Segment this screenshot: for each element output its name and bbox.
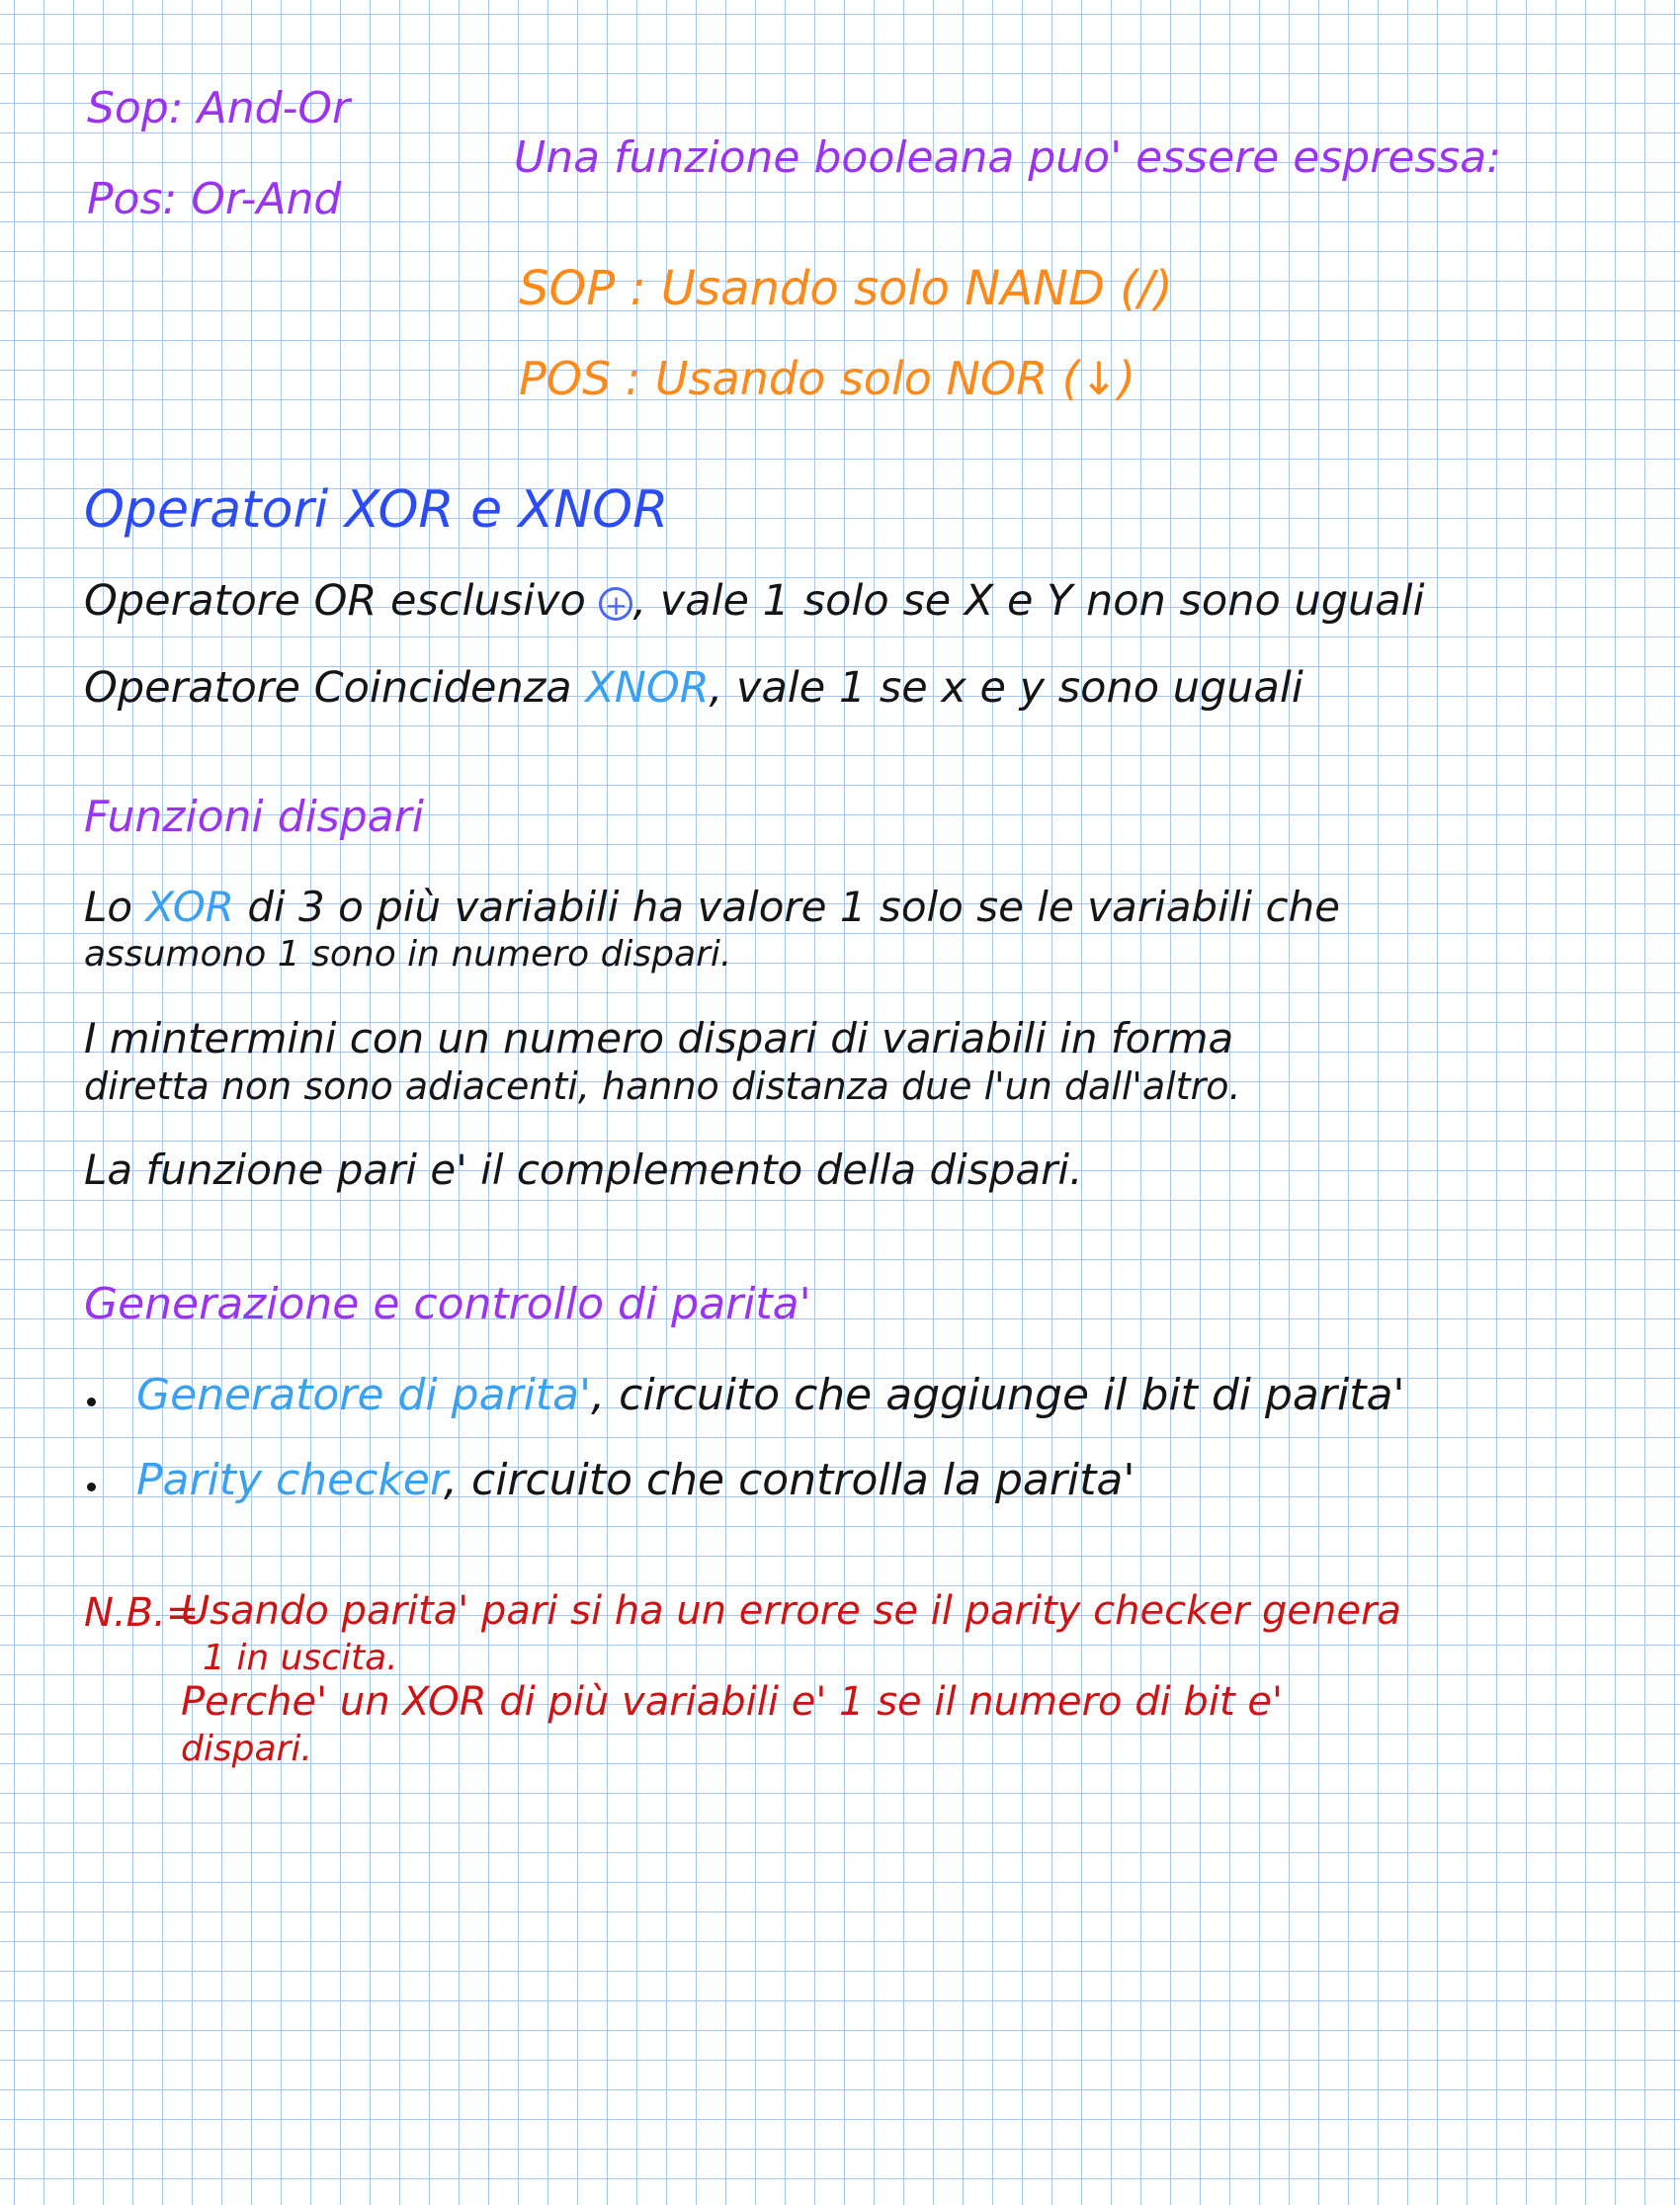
odd-p1-start: Lo [84,883,133,931]
parity-checker-item [136,1455,1135,1505]
parity-generator-item [136,1370,1405,1420]
xor-definition-line [84,576,1425,626]
minterm-paragraph-line2: diretta non sono adiacenti, hanno distanza due l'un dall'altro. [84,1064,1241,1108]
circled-plus-icon: + [599,587,632,621]
xnor-definition-line [84,663,1303,713]
xnor-line-end: , vale 1 se x e y sono uguali [709,663,1303,713]
xnor-line-start: Operatore Coincidenza [84,663,572,713]
odd-p1-rest: di 3 o più variabili ha valore 1 solo se le variabili che [247,883,1340,931]
section-title-xor-xnor: Operatori XOR e XNOR [84,480,669,540]
pos-nor-line: POS : Usando solo NOR (↓) [519,352,1136,405]
note-line3: Perche' un XOR di più variabili e' 1 se il numero di bit e' [181,1679,1283,1725]
odd-paragraph-line2: assumono 1 sono in numero dispari. [84,934,732,975]
note-line2: 1 in uscita. [203,1638,398,1678]
note-line4: dispari. [181,1729,312,1769]
xnor-term: XNOR [585,663,710,713]
minterm-paragraph-line1: I mintermini con un numero dispari di variabili in forma [84,1014,1234,1062]
even-function-sentence: La funzione pari e' il complemento della dispari. [84,1145,1083,1194]
parity-checker-desc: , circuito che controlla la parita' [444,1455,1135,1505]
odd-p1-xor-term: XOR [145,883,234,931]
section-title-odd-functions: Funzioni dispari [84,792,424,842]
parity-checker-term: Parity checker [136,1455,445,1505]
sop-nand-line: SOP : Usando solo NAND (/) [519,261,1173,316]
pos-definition: Pos: Or-And [87,174,342,224]
odd-paragraph-line1 [84,883,1340,931]
section-title-parity: Generazione e controllo di parita' [84,1279,811,1329]
parity-generator-term: Generatore di parita' [136,1370,592,1420]
xor-line-end: , vale 1 solo se X e Y non sono uguali [632,576,1425,626]
intro-sentence: Una funzione booleana puo' essere espressa: [514,132,1502,183]
bullet-dot [87,1398,96,1406]
bullet-dot [87,1483,96,1491]
sop-definition: Sop: And-Or [87,83,351,133]
note-label: N.B.= [84,1590,200,1636]
note-line1: Usando parita' pari si ha un errore se il parity checker genera [181,1588,1401,1634]
parity-generator-desc: , circuito che aggiunge il bit di parita' [591,1370,1405,1420]
xor-line-start: Operatore OR esclusivo [84,576,586,626]
